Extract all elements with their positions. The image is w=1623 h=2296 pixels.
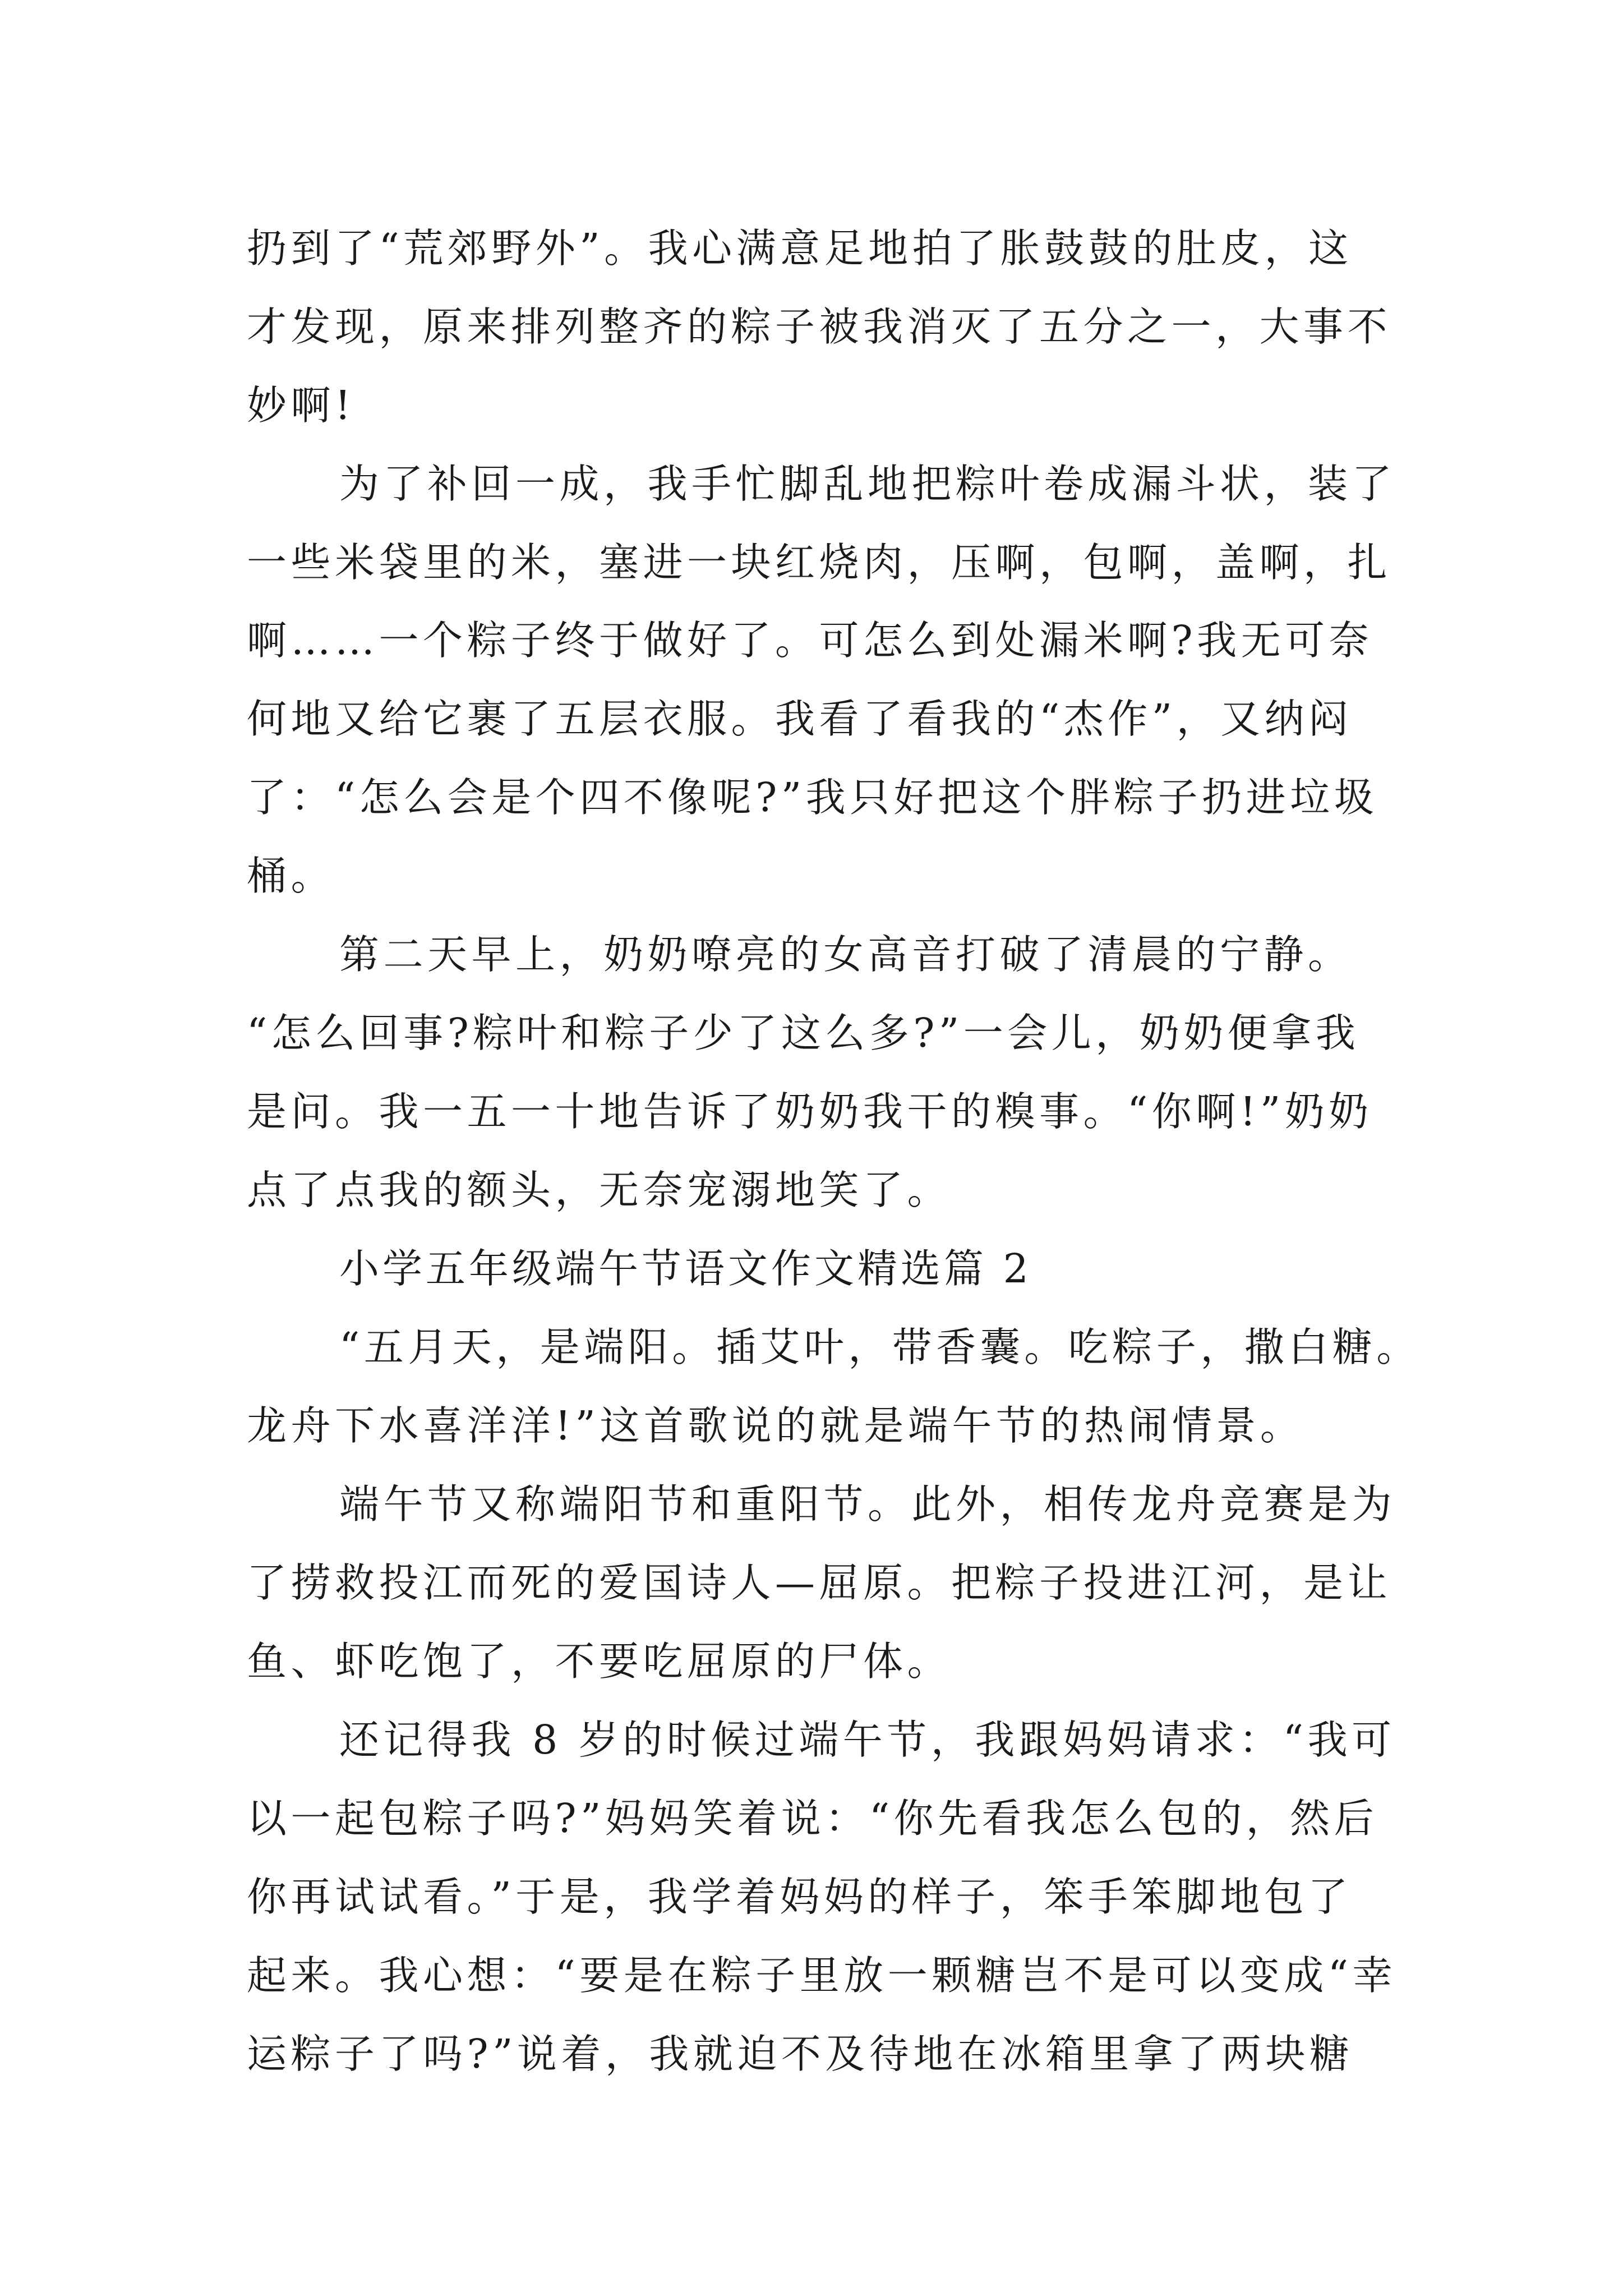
section-heading: 小学五年级端午节语文作文精选篇 2 [339,1245,1032,1292]
text-line: 桶。 [247,853,335,899]
text-line: 一些米袋里的米，塞进一块红烧肉，压啊，包啊，盖啊，扎 [247,539,1392,586]
text-line: 了捞救投江而死的爱国诗人—屈原。把粽子投进江河，是让 [247,1559,1392,1606]
text-line: 扔到了“荒郊野外”。我心满意足地拍了胀鼓鼓的肚皮，这 [247,225,1353,272]
text-line: 以一起包粽子吗?”妈妈笑着说：“你先看我怎么包的，然后 [247,1795,1378,1842]
text-line: 妙啊! [247,382,356,429]
paragraph-start-line: “五月天，是端阳。插艾叶，带香囊。吃粽子，撒白糖。 [339,1324,1421,1370]
text-line: 你再试试看。”于是，我学着妈妈的样子，笨手笨脚地包了 [247,1874,1352,1920]
text-line: 何地又给它裹了五层衣服。我看了看我的“杰作”，又纳闷 [247,696,1353,742]
paragraph-start-line: 为了补回一成，我手忙脚乱地把粽叶卷成漏斗状，装了 [339,461,1396,507]
text-line: 了：“怎么会是个四不像呢?”我只好把这个胖粽子扔进垃圾 [247,774,1378,821]
text-line: 鱼、虾吃饱了，不要吃屈原的尸体。 [247,1638,952,1685]
text-line: “怎么回事?粽叶和粽子少了这么多?”一会儿，奶奶便拿我 [247,1010,1360,1056]
text-line: 才发现，原来排列整齐的粽子被我消灭了五分之一，大事不 [247,303,1392,350]
text-line: 龙舟下水喜洋洋!”这首歌说的就是端午节的热闹情景。 [247,1402,1304,1449]
paragraph-start-line: 第二天早上，奶奶嘹亮的女高音打破了清晨的宁静。 [339,931,1352,978]
text-line: 啊……一个粽子终于做好了。可怎么到处漏米啊?我无可奈 [247,617,1373,664]
paragraph-start-line: 端午节又称端阳节和重阳节。此外，相传龙舟竞赛是为 [339,1481,1396,1527]
text-line: 运粽子了吗?”说着，我就迫不及待地在冰箱里拿了两块糖 [247,2031,1354,2077]
paragraph-start-line: 还记得我 8 岁的时候过端午节，我跟妈妈请求：“我可 [339,1717,1396,1763]
text-line: 是问。我一五一十地告诉了奶奶我干的糗事。“你啊!”奶奶 [247,1088,1373,1135]
text-line: 起来。我心想：“要是在粽子里放一颗糖岂不是可以变成“幸 [247,1952,1397,1999]
text-line: 点了点我的额头，无奈宠溺地笑了。 [247,1167,952,1213]
